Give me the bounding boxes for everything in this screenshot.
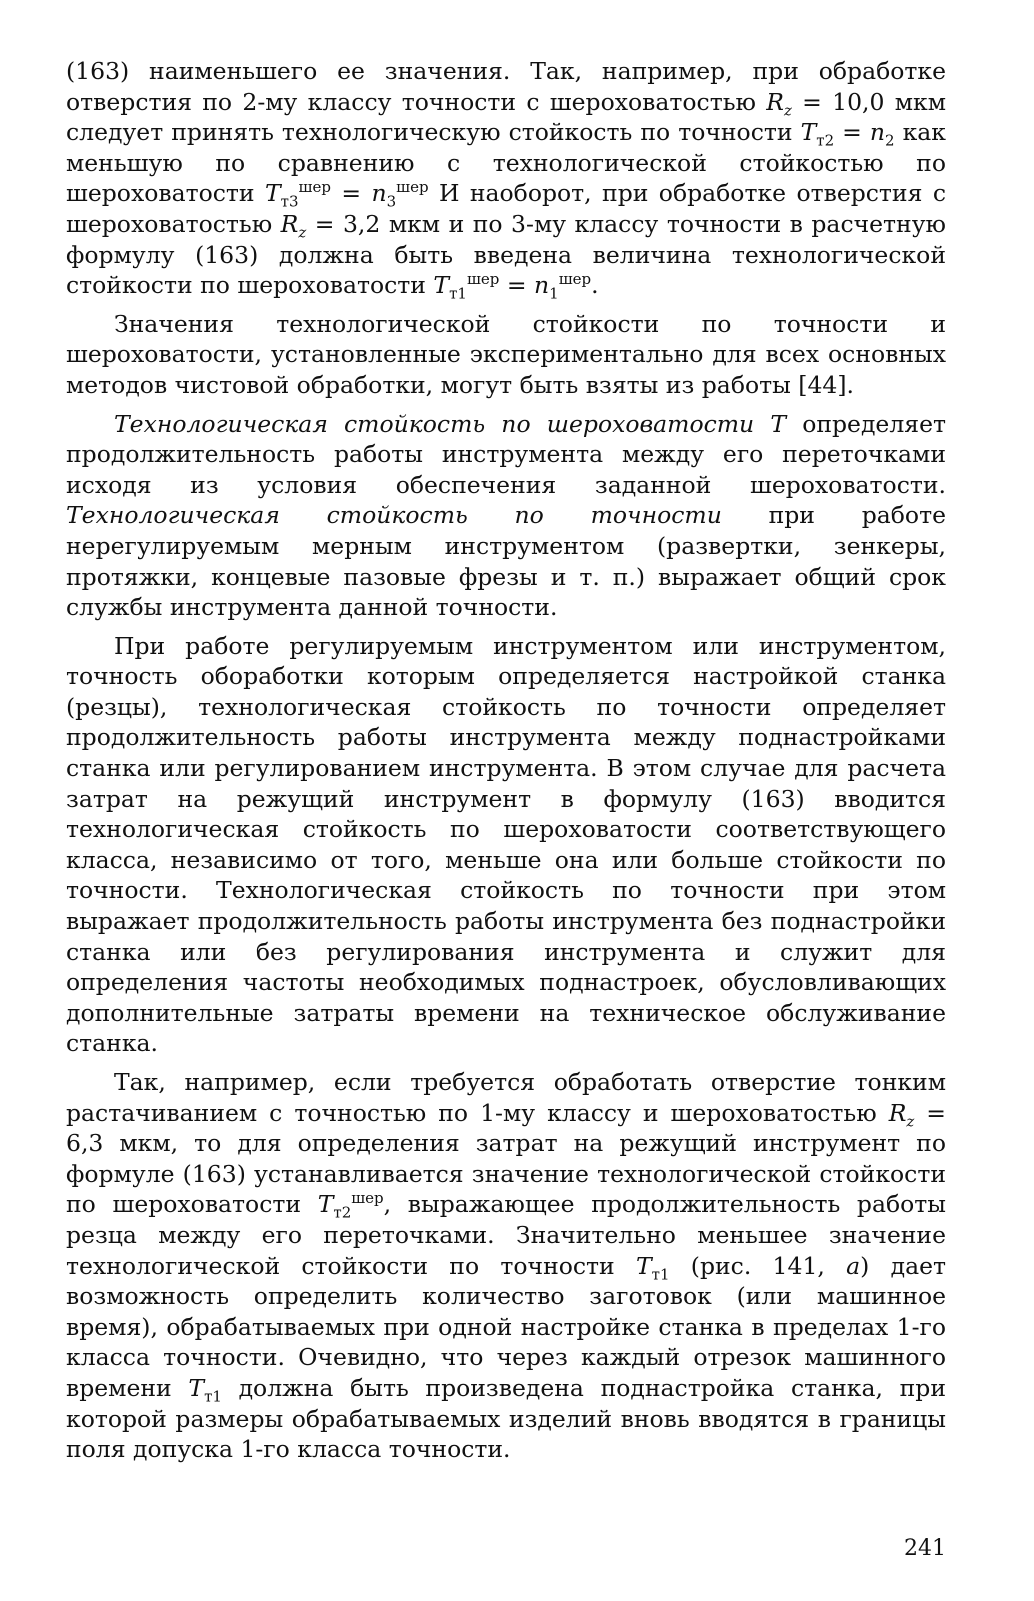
paragraph-3 <box>66 409 946 623</box>
figure-letter: а <box>846 1251 861 1280</box>
symbol-t: T <box>800 118 817 147</box>
symbol-t: T <box>188 1373 205 1402</box>
symbol-t: T <box>433 271 450 300</box>
symbol-n: n <box>534 271 550 300</box>
subscript: z <box>783 101 792 120</box>
symbol-r: R <box>766 87 784 116</box>
subscript: 1 <box>549 284 559 303</box>
symbol-t: T <box>635 1251 652 1280</box>
paragraph-4: При работе регулируемым инструментом или инструментом, точность обоработки которым определяется настройкой станка (резцы), технологическая стойкость по точности определяет продолжительность работы инструмента между поднастройками станка или регулированием инструмента. В этом случае для расчета затрат на режущий инструмент в формулу (163) вводится технологическая стойкость по шероховатости соответствующего класса, независимо от того, меньше она или больше стойкости по точности. Технологическая стойкость по точности при этом выражает продолжительность работы инструмента без поднастройки станка или без регулирования инструмента и служит для определения частоты необходимых поднастроек, обусловливающих дополнительные затраты времени на техническое обслуживание станка. <box>66 631 946 1058</box>
symbol-t: T <box>770 409 787 438</box>
text-run: как меньшую по сравнению с технологической стойкостью по шероховатости <box>66 118 946 208</box>
paragraph-2: Значения технологической стойкости по точности и шероховатости, установленные экспериментально для всех основных методов чистовой обработки, могут быть взяты из работы [44]. <box>66 309 946 399</box>
page-body <box>66 56 946 1465</box>
text-run: = 10,0 мкм следует принять технологическую стойкость по точности <box>66 87 946 147</box>
paragraph-5 <box>66 1067 946 1465</box>
subscript: 2 <box>885 131 895 150</box>
subscript: т2 <box>816 131 835 150</box>
symbol-r: R <box>888 1098 907 1127</box>
text-run: должна быть произведена поднастройка станка, при которой размеры обрабатываемых изделий вновь вводятся в границы поля допуска 1-го класса точности. <box>66 1373 946 1464</box>
superscript: шер <box>396 178 429 197</box>
subscript: т1 <box>449 284 467 303</box>
text-run: = <box>834 118 870 147</box>
text-run: И наоборот, при обработке отверстия с шероховатостью <box>66 179 946 238</box>
subscript: z <box>298 223 307 242</box>
text-run: = 6,3 мкм, то для определения затрат на режущий инструмент по формуле (163) устанавливается значение технологической стойкости по шероховатости <box>66 1098 946 1219</box>
subscript: 3 <box>386 193 397 212</box>
subscript: т1 <box>651 1265 670 1284</box>
symbol-n: n <box>869 118 886 147</box>
superscript: шер <box>558 270 592 289</box>
text-run: (рис. 141, <box>669 1251 847 1280</box>
superscript: шер <box>466 270 500 289</box>
text-run: (163) наименьшего ее значения. Так, например, при обработке отверстия по 2-му классу точности с шероховатостью <box>66 57 946 116</box>
text-run: = <box>330 179 372 208</box>
text-run: . <box>591 271 599 300</box>
italic-term: Технологическая стойкость по точности <box>66 501 722 530</box>
text-run: = <box>499 271 535 300</box>
text-run <box>754 410 770 438</box>
subscript: т2 <box>333 1204 352 1223</box>
text-run: определяет продолжительность работы инструмента между его переточками исходя из условия обеспечения заданной шероховатости. <box>66 409 946 499</box>
text-run: = 3,2 мкм и по 3-му классу точности в расчетную формулу (163) должна быть введена величина технологической стойкости по шероховатости <box>66 209 946 300</box>
symbol-t: T <box>264 179 281 208</box>
symbol-n: n <box>371 179 387 208</box>
text-run: при работе нерегулируемым мерным инструментом (развертки, зенкеры, протяжки, концевые пазовые фрезы и т. п.) выражает общий срок службы инструмента данной точности. <box>66 501 946 622</box>
symbol-t: T <box>317 1190 334 1219</box>
text-run: Так, например, если требуется обработать отверстие тонким растачиванием с точностью по 1-му классу и шероховатостью <box>66 1068 946 1127</box>
paragraph-1 <box>66 56 946 301</box>
text-run: , выражающее продолжительность работы резца между его переточками. Значительно меньшее значение технологической стойкости по точности <box>66 1190 946 1280</box>
superscript: шер <box>351 1189 384 1208</box>
subscript: z <box>906 1112 915 1131</box>
subscript: т3 <box>280 193 299 212</box>
symbol-r: R <box>280 209 299 238</box>
subscript: т1 <box>204 1387 222 1406</box>
page-number: 241 <box>904 1536 946 1561</box>
text-run: ) дает возможность определить количество заготовок (или машинное время), обрабатываемых при одной настройке станка в пределах 1-го класса точности. Очевидно, что через каждый отрезок машинного времени <box>66 1251 946 1402</box>
italic-term: Технологическая стойкость по шероховатости <box>114 409 755 438</box>
superscript: шер <box>298 178 331 197</box>
